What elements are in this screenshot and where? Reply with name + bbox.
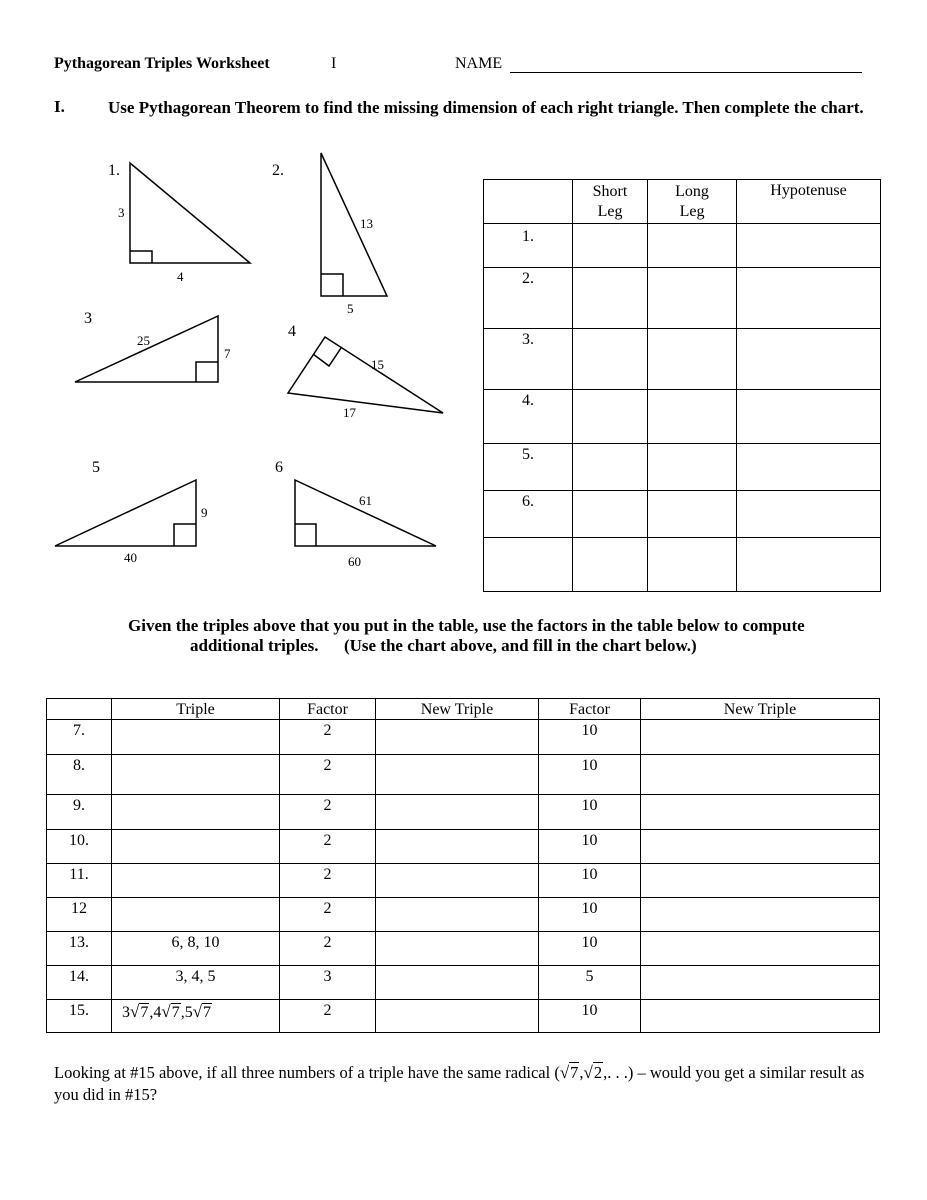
factor-cell: 2 (280, 1000, 376, 1033)
section2-instructions-line1: Given the triples above that you put in the table, use the factors in the table below to compute (128, 616, 805, 635)
table1-header-short-leg (573, 180, 648, 224)
section2-instructions (128, 616, 868, 656)
table2-row (47, 1000, 880, 1033)
separator: , (180, 1004, 185, 1021)
factor-cell: 10 (539, 864, 641, 898)
hypotenuse-cell[interactable] (737, 329, 881, 390)
sqrt-icon: √ (559, 1063, 570, 1082)
triangle-3-label-a: 25 (137, 333, 150, 348)
table2-header-new-triple: New Triple (376, 699, 539, 720)
table2-row (47, 966, 880, 1000)
table2-row (47, 898, 880, 932)
triple-cell[interactable] (112, 898, 280, 932)
table2-row (47, 755, 880, 795)
long-leg-cell[interactable] (648, 444, 737, 491)
triple-cell[interactable] (112, 864, 280, 898)
new-triple-cell[interactable] (376, 1000, 539, 1033)
radicand-c: 7 (203, 1004, 212, 1021)
table1-row (484, 444, 881, 491)
row-number: 9. (47, 795, 112, 830)
triple-cell: 6, 8, 10 (112, 932, 280, 966)
triangle-4 (288, 337, 443, 413)
triangle-1-label-a: 3 (118, 205, 125, 220)
short-leg-cell[interactable] (573, 390, 648, 444)
section1-instructions: Use Pythagorean Theorem to find the missing dimension of each right triangle. Then complete the chart. (108, 98, 864, 117)
triangle-3-number: 3 (84, 310, 92, 327)
triangle-2-label-b: 5 (347, 301, 354, 316)
table1-row-number (484, 538, 573, 592)
new-triple-cell[interactable] (641, 755, 880, 795)
short-leg-cell[interactable] (573, 329, 648, 390)
coefficient-c: 5 (184, 1004, 193, 1021)
radicand-a: 7 (140, 1004, 149, 1021)
right-angle-marker-4 (313, 348, 341, 366)
row-number: 13. (47, 932, 112, 966)
triangle-5 (55, 480, 196, 546)
new-triple-cell[interactable] (376, 830, 539, 864)
section-roman-numeral: I. (54, 97, 65, 116)
row-number: 7. (47, 720, 112, 755)
triangle-6-label-b: 60 (348, 554, 361, 569)
factor-cell: 2 (280, 898, 376, 932)
factor-cell: 3 (280, 966, 376, 1000)
table2-row (47, 720, 880, 755)
short-leg-cell[interactable] (573, 268, 648, 329)
hypotenuse-cell[interactable] (737, 224, 881, 268)
triple-cell[interactable] (112, 830, 280, 864)
closing-after: ,. . .) – would you get a similar result as you did in #15? (54, 1063, 865, 1104)
table2-row (47, 864, 880, 898)
triangle-6-number: 6 (275, 459, 283, 476)
radical-triple (122, 1004, 212, 1021)
triangle-chart-table (483, 179, 881, 592)
table1-row (484, 224, 881, 268)
short-leg-cell[interactable] (573, 491, 648, 538)
right-angle-marker-3 (196, 362, 218, 382)
sqrt-icon: √ (161, 1002, 171, 1021)
new-triple-cell[interactable] (641, 720, 880, 755)
radicand-b: 7 (171, 1004, 180, 1021)
factor-cell: 5 (539, 966, 641, 1000)
factor-cell: 2 (280, 720, 376, 755)
triangle-4-label-a: 15 (371, 357, 384, 372)
factor-cell: 2 (280, 864, 376, 898)
table1-row-number: 5. (484, 444, 573, 491)
triangle-4-label-b: 17 (343, 405, 356, 420)
long-leg-cell[interactable] (648, 224, 737, 268)
table2-row (47, 795, 880, 830)
row-number: 14. (47, 966, 112, 1000)
triple-cell[interactable] (112, 755, 280, 795)
closing-before: Looking at #15 above, if all three numbers of a triple have the same radical ( (54, 1063, 560, 1082)
new-triple-cell[interactable] (376, 720, 539, 755)
row-number: 15. (47, 1000, 112, 1033)
radical-examples: √7,√2 (559, 1063, 603, 1082)
short-leg-cell[interactable] (573, 444, 648, 491)
table2-header-factor: Factor (280, 699, 376, 720)
table1-row (484, 390, 881, 444)
coefficient-a: 3 (122, 1004, 130, 1021)
short-leg-label: Short Leg (592, 183, 628, 220)
triangle-1-label-b: 4 (177, 269, 184, 284)
hypotenuse-cell[interactable] (737, 538, 881, 592)
factor-table (46, 698, 880, 1033)
triangle-4-number: 4 (288, 323, 296, 340)
factor-cell: 10 (539, 932, 641, 966)
long-leg-cell[interactable] (648, 491, 737, 538)
triple-cell-radical (112, 1000, 280, 1033)
table1-row (484, 491, 881, 538)
table1-row-number: 1. (484, 224, 573, 268)
table1-header-blank (484, 180, 573, 224)
section2-instructions-line2: additional triples. (Use the chart above, and fill in the chart below.) (190, 636, 697, 655)
row-number: 11. (47, 864, 112, 898)
hypotenuse-cell[interactable] (737, 390, 881, 444)
table2-header-triple: Triple (112, 699, 280, 720)
sqrt-icon: √ (130, 1002, 140, 1021)
triangle-5-label-b: 40 (124, 550, 137, 565)
new-triple-cell[interactable] (641, 966, 880, 1000)
table2-header-factor: Factor (539, 699, 641, 720)
table2-header-row (47, 699, 880, 720)
long-leg-cell[interactable] (648, 538, 737, 592)
row-number: 12 (47, 898, 112, 932)
long-leg-cell[interactable] (648, 268, 737, 329)
factor-cell: 10 (539, 755, 641, 795)
triangle-2-label-a: 13 (360, 216, 373, 231)
new-triple-cell[interactable] (376, 864, 539, 898)
new-triple-cell[interactable] (376, 898, 539, 932)
separator: , (149, 1004, 154, 1021)
new-triple-cell[interactable] (376, 932, 539, 966)
factor-cell: 10 (539, 720, 641, 755)
name-label: NAME (455, 55, 503, 72)
table1-row (484, 538, 881, 592)
sqrt-icon: √ (192, 1002, 203, 1021)
new-triple-cell[interactable] (641, 795, 880, 830)
row-number: 10. (47, 830, 112, 864)
sqrt-icon: √ (583, 1063, 593, 1082)
triangle-6-label-a: 61 (359, 493, 372, 508)
hypotenuse-cell[interactable] (737, 491, 881, 538)
long-leg-cell[interactable] (648, 329, 737, 390)
right-angle-marker-1 (130, 251, 152, 263)
new-triple-cell[interactable] (376, 795, 539, 830)
factor-cell: 10 (539, 795, 641, 830)
table1-header-long-leg (648, 180, 737, 224)
closing-question (54, 1062, 874, 1106)
new-triple-cell[interactable] (641, 932, 880, 966)
factor-cell: 10 (539, 1000, 641, 1033)
radicand-7: 7 (570, 1063, 579, 1082)
factor-cell: 10 (539, 898, 641, 932)
triangle-5-number: 5 (92, 459, 100, 476)
short-leg-cell[interactable] (573, 538, 648, 592)
factor-cell: 2 (280, 755, 376, 795)
triangle-5-label-a: 9 (201, 505, 208, 520)
table1-row (484, 329, 881, 390)
table1-row-number: 4. (484, 390, 573, 444)
right-angle-marker-5 (174, 524, 196, 546)
coefficient-b: 4 (153, 1004, 162, 1021)
hypotenuse-cell[interactable] (737, 268, 881, 329)
worksheet-title: Pythagorean Triples Worksheet (54, 55, 270, 72)
new-triple-cell[interactable] (641, 898, 880, 932)
right-angle-marker-2 (321, 274, 343, 296)
radicand-2: 2 (593, 1063, 603, 1082)
row-number: 8. (47, 755, 112, 795)
short-leg-cell[interactable] (573, 224, 648, 268)
factor-cell: 2 (280, 932, 376, 966)
new-triple-cell[interactable] (641, 864, 880, 898)
table1-header-row (484, 180, 881, 224)
new-triple-cell[interactable] (376, 966, 539, 1000)
triple-cell: 3, 4, 5 (112, 966, 280, 1000)
section-marker: I (331, 55, 337, 72)
table1-row-number: 6. (484, 491, 573, 538)
new-triple-cell[interactable] (641, 830, 880, 864)
triangle-3-label-b: 7 (224, 346, 231, 361)
table2-header-blank (47, 699, 112, 720)
table1-header-hypotenuse: Hypotenuse (737, 180, 881, 224)
hypotenuse-cell[interactable] (737, 444, 881, 491)
triangle-2-number: 2. (272, 162, 284, 179)
long-leg-cell[interactable] (648, 390, 737, 444)
new-triple-cell[interactable] (376, 755, 539, 795)
triple-cell[interactable] (112, 795, 280, 830)
table1-row-number: 3. (484, 329, 573, 390)
right-angle-marker-6 (295, 524, 316, 546)
long-leg-label: Long Leg (675, 183, 709, 220)
factor-cell: 10 (539, 830, 641, 864)
triangle-1 (130, 163, 250, 263)
factor-cell: 2 (280, 830, 376, 864)
table2-row (47, 932, 880, 966)
table1-row-number: 2. (484, 268, 573, 329)
triangle-1-number: 1. (108, 162, 120, 179)
table2-header-new-triple: New Triple (641, 699, 880, 720)
factor-cell: 2 (280, 795, 376, 830)
triple-cell[interactable] (112, 720, 280, 755)
new-triple-cell[interactable] (641, 1000, 880, 1033)
table1-row (484, 268, 881, 329)
table2-row (47, 830, 880, 864)
